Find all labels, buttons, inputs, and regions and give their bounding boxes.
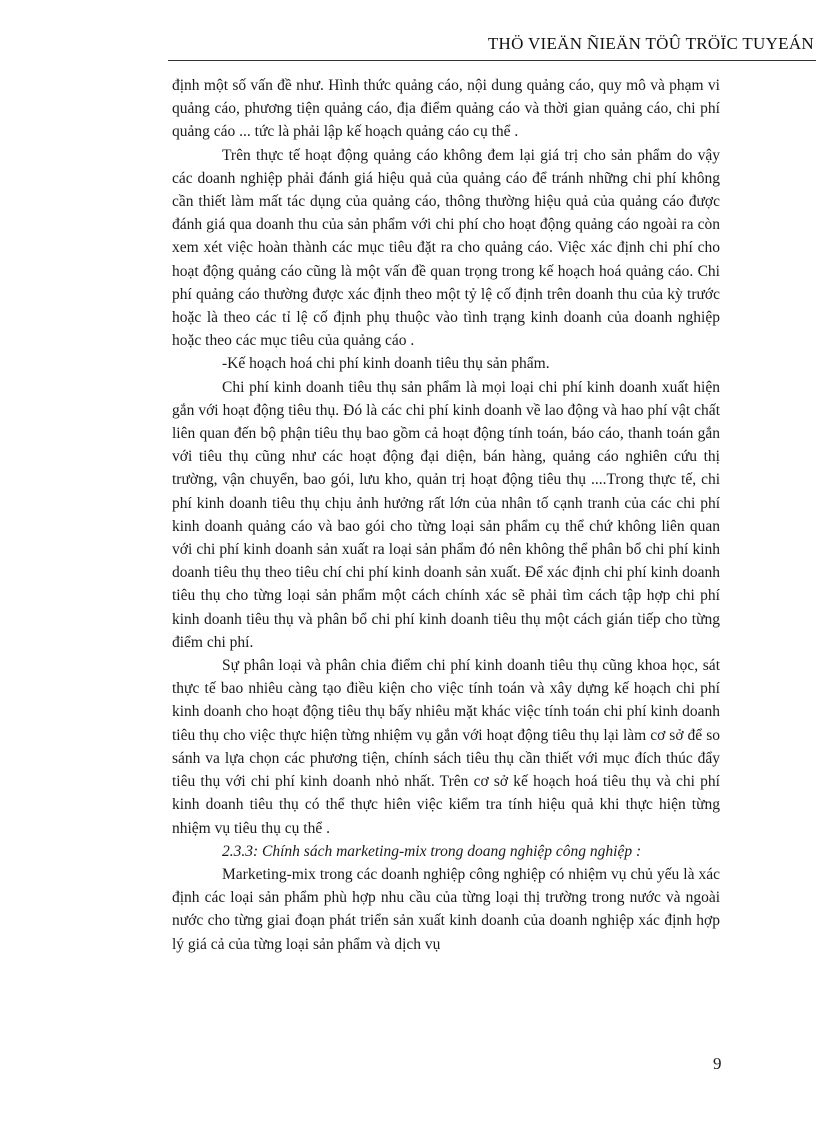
- section-heading: 2.3.3: Chính sách marketing-mix trong doang nghiệp công nghiệp :: [222, 842, 642, 860]
- paragraph-3: -Kế hoạch hoá chi phí kinh doanh tiêu thụ sản phẩm.: [222, 355, 550, 373]
- paragraph-6: Marketing-mix trong các doanh nghiệp công nghiệp có nhiệm vụ chủ yếu là xác định các loại sản phẩm phù hợp nhu cầu của từng loại thị trường trong nước và ngoài nước cho từng giai đoạn phát triển sản xuất kinh doanh của doanh nghiệp xác định hợp lý giá cả của từng loại sản phẩm và dịch vụ: [172, 865, 720, 953]
- page-header: THÖ VIEÄN ÑIEÄN TÖÛ TRÖÏC TUYEÁN: [487, 34, 814, 53]
- paragraph-5: Sự phân loại và phân chia điểm chi phí kinh doanh tiêu thụ cũng khoa học, sát thực tế bao nhiêu càng tạo điều kiện cho việc tính toán và xây dựng kế hoạch chi phí kinh doanh cho hoạt động tiêu thụ bấy nhiêu mặt khác việc tính toán chi phí kinh doanh tiêu thụ cho việc thực hiện từng nhiệm vụ gắn với hoạt động tiêu thụ lại làm cơ sở để so sánh va lựa chọn các phương tiện, chính sách tiêu thụ cần thiết với mục đích thúc đẩy tiêu thụ với chi phí kinh doanh nhỏ nhất. Trên cơ sở kế hoạch hoá tiêu thụ và chi phí kinh doanh tiêu thụ có thể thực hiên việc kiểm tra tính hiệu quả khi thực hiện từng nhiệm vụ tiêu thụ cụ thể .: [172, 657, 720, 837]
- document-body: [172, 74, 720, 956]
- paragraph-4: Chi phí kinh doanh tiêu thụ sản phẩm là mọi loại chi phí kinh doanh xuất hiện gắn với hoạt động tiêu thụ. Đó là các chi phí kinh doanh về lao động và hao phí vật chất liên quan đến bộ phận tiêu thụ bao gồm cả hoạt động tính toán, báo cáo, thanh toán gắn với tiêu thụ cũng như các hoạt động đại diện, bán hàng, quảng cáo nghiên cứu thị trường, vận chuyển, bao gói, lưu kho, quản trị hoạt động tiêu thụ ....Trong thực tế, chi phí kinh doanh tiêu thụ chịu ảnh hưởng rất lớn của nhân tố cạnh tranh của các chi phí kinh doanh quảng cáo và bao gói cho từng loại sản phẩm cụ thể chứ không liên quan với chi phí kinh doanh sản xuất ra loại sản phẩm đó nên không thể phân bổ chi phí kinh doanh tiêu thụ theo tiêu chí chi phí kinh doanh sản xuất. Để xác định chi phí kinh doanh tiêu thụ cho từng loại sản phẩm một cách chính xác sẽ phải tìm cách tập hợp chi phí kinh doanh tiêu thụ và phân bổ chi phí kinh doanh tiêu thụ một cách gián tiếp cho từng điểm chi phí.: [172, 378, 720, 651]
- header-divider: [168, 60, 816, 61]
- paragraph-1: định một số vấn đề như. Hình thức quảng cáo, nội dung quảng cáo, quy mô và phạm vi quảng cáo, phương tiện quảng cáo, địa điểm quảng cáo và thời gian quảng cáo, chi phí quảng cáo ... tức là phải lập kế hoạch quảng cáo cụ thể .: [172, 77, 720, 141]
- paragraph-2: Trên thực tế hoạt động quảng cáo không đem lại giá trị cho sản phẩm do vậy các doanh nghiệp phải đánh giá hiệu quả của quảng cáo để tránh những chi phí không cần thiết làm mất tác dụng của quảng cáo, thông thường hiệu quả của quảng cáo được đánh giá qua doanh thu của sản phẩm với chi phí cho hoạt động quảng cáo ngoài ra còn xem xét việc hoàn thành các mục tiêu đặt ra cho quảng cáo. Việc xác định chi phí cho hoạt động quảng cáo cũng là một vấn đề quan trọng trong kế hoạch hoá quảng cáo. Chi phí quảng cáo thường được xác định theo một tỷ lệ cố định trên doanh thu của kỳ trước hoặc là theo các tỉ lệ cố định phụ thuộc vào tình trạng kinh doanh của doanh nghiệp hoặc theo các mục tiêu của quảng cáo .: [172, 146, 720, 350]
- page-number: 9: [713, 1054, 722, 1073]
